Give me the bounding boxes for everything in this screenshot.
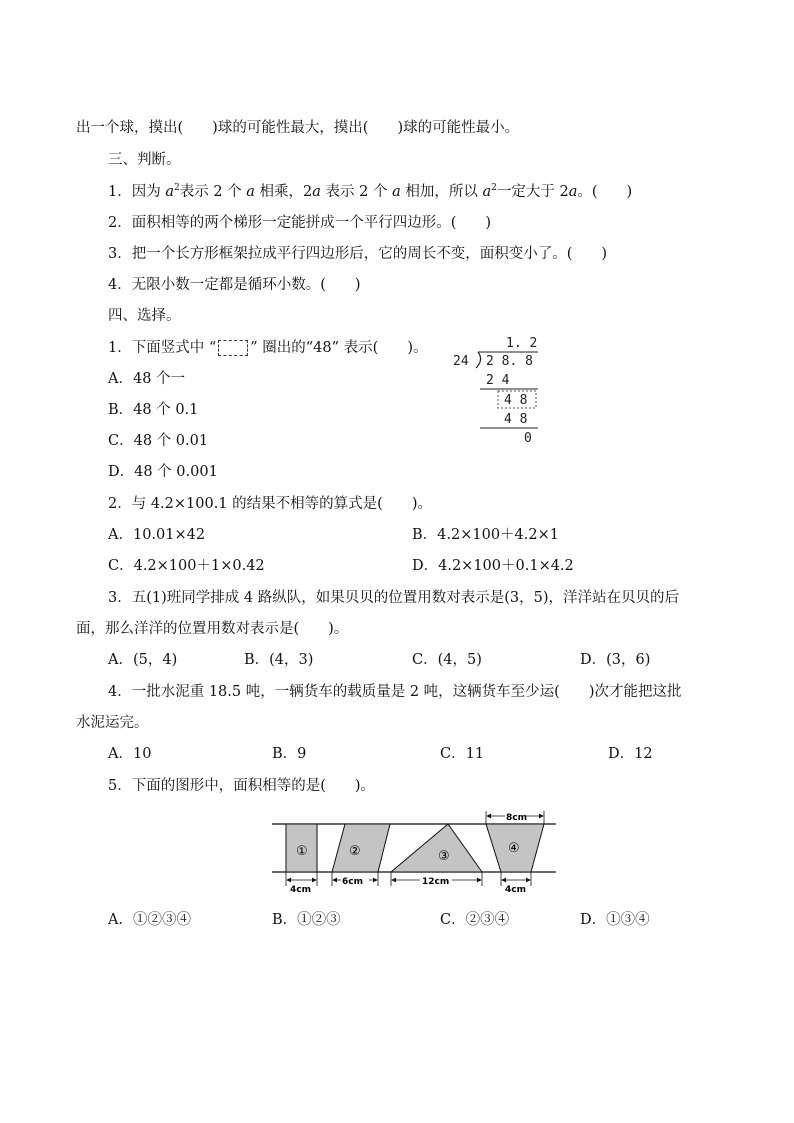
dim-label-8cm: 8cm [506,813,527,823]
choice-question-3-stem-line1: 3．五(1)班同学排成 4 路纵队，如果贝贝的位置用数对表示是(3，5)，洋洋站在贝贝的后 [108,590,679,606]
choice-q1-option-b: B．48 个 0.1 [108,402,199,418]
choice-q5-option-c: C．②③④ [440,912,510,928]
shape-2-parallelogram [332,824,390,872]
question-continuation: 出一个球，摸出( )球的可能性最大，摸出( )球的可能性最小。 [76,120,520,136]
judge-question-4: 4．无限小数一定都是循环小数。( ) [108,277,361,293]
shape-3-label: ③ [438,849,450,864]
choice-question-4-stem-line1: 4．一批水泥重 18.5 吨，一辆货车的载质量是 2 吨，这辆货车至少运( )次才能把这批 [108,684,682,700]
judge-question-3: 3．把一个长方形框架拉成平行四边形后，它的周长不变，面积变小了。( ) [108,246,608,262]
choice-question-4-stem-line2: 水泥运完。 [76,715,149,731]
choice-q1-option-c: C．48 个 0.01 [108,433,209,449]
choice-q5-option-d: D．①③④ [580,912,650,928]
parallel-lines-shapes-figure [268,808,558,898]
shape-1-label: ① [296,844,308,859]
choice-question-1-stem: 1．下面竖式中 “ ” 圈出的“48” 表示( )。 [108,340,428,356]
dim-label-6cm: 6cm [342,877,363,887]
dim-label-4cm-shape4: 4cm [505,885,526,895]
choice-q5-option-b: B．①②③ [272,912,341,928]
dim-label-12cm: 12cm [422,877,450,887]
dashed-box-icon [218,340,248,356]
division-quotient: 1. 2 [506,336,538,351]
division-row-3: 4 8 [504,412,528,427]
choice-q3-option-d: D．(3，6) [580,652,651,668]
choice-q1-option-a: A．48 个一 [108,371,186,387]
choice-question-5-stem: 5．下面的图形中，面积相等的是( )。 [108,778,376,794]
long-division-figure [448,332,548,447]
choice-q2-option-c: C．4.2×100＋1×0.42 [108,558,265,574]
choice-question-2-stem: 2．与 4.2×100.1 的结果不相等的算式是( )。 [108,496,432,512]
choice-q4-option-c: C．11 [440,746,485,762]
shape-4-label: ④ [508,841,520,856]
choice-q2-option-a: A．10.01×42 [108,527,206,543]
choice-q1-option-d: D．48 个 0.001 [108,464,218,480]
division-row-2: 4 8 [504,393,528,408]
judge-question-1: 1．因为 $a^2$表示 2 个 a 相乘，2a 表示 2 个 a 相加，所以 $a^2$一定大于 2a。( ) [108,183,633,200]
division-remainder: 0 [524,431,532,446]
shape-3-triangle [391,824,482,872]
choice-q2-option-d: D．4.2×100＋0.1×4.2 [412,558,574,574]
division-row-1: 2 4 [486,373,510,388]
section-heading-judge: 三、判断。 [108,152,181,168]
division-dividend: 2 8. 8 [486,354,533,369]
choice-q3-option-c: C．(4，5) [412,652,482,668]
choice-q2-option-b: B．4.2×100＋4.2×1 [412,527,559,543]
dim-label-4cm-shape1: 4cm [290,885,311,895]
division-divisor: 24 [453,354,469,369]
choice-q3-option-a: A．(5，4) [108,652,178,668]
shape-2-label: ② [349,844,361,859]
choice-q4-option-b: B．9 [272,746,307,762]
judge-question-2: 2．面积相等的两个梯形一定能拼成一个平行四边形。( ) [108,215,492,231]
choice-question-3-stem-line2: 面，那么洋洋的位置用数对表示是( )。 [76,621,349,637]
choice-q3-option-b: B．(4，3) [244,652,314,668]
section-heading-choose: 四、选择。 [108,308,181,324]
choice-q5-option-a: A．①②③④ [108,912,191,928]
choice-q4-option-d: D．12 [608,746,653,762]
choice-q4-option-a: A．10 [108,746,152,762]
